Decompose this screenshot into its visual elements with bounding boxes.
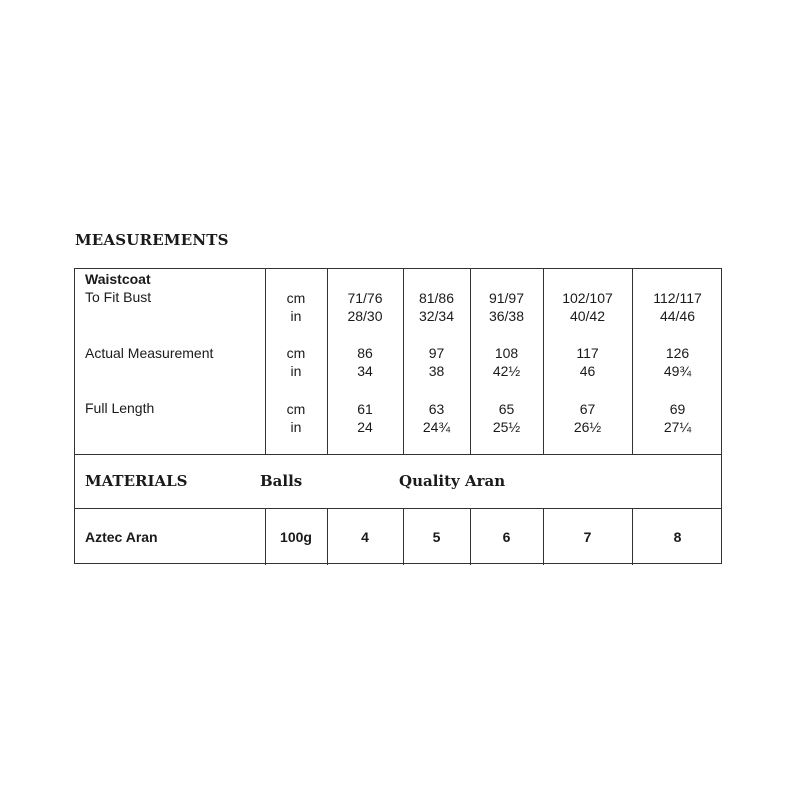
ball-count: 7 xyxy=(583,529,592,545)
size-cell: 26½ xyxy=(573,419,602,435)
ball-count: 4 xyxy=(361,529,369,545)
yarn-name: Aztec Aran xyxy=(85,529,158,545)
ball-count: 8 xyxy=(673,529,682,545)
size-cell: 42½ xyxy=(492,363,521,379)
size-cell: 91/97 xyxy=(488,290,525,306)
size-cell: 40/42 xyxy=(569,308,606,324)
size-cell: 126 xyxy=(665,345,690,361)
unit-in: in xyxy=(290,363,302,379)
size-cell: 97 xyxy=(428,345,445,361)
size-cell: 61 xyxy=(357,401,373,417)
size-cell: 67 xyxy=(579,401,596,417)
size-cell: 38 xyxy=(428,363,445,379)
size-cell: 65 xyxy=(498,401,515,417)
row-label-actual: Actual Measurement xyxy=(85,345,214,361)
size-cell: 24 xyxy=(357,419,373,435)
size-cell: 63 xyxy=(428,401,445,417)
size-cell: 36/38 xyxy=(488,308,525,324)
size-cell: 71/76 xyxy=(347,290,383,306)
unit-in: in xyxy=(290,419,302,435)
balls-label: Balls xyxy=(260,472,303,490)
row-divider xyxy=(75,508,721,509)
size-cell: 44/46 xyxy=(659,308,696,324)
size-cell: 34 xyxy=(357,363,373,379)
unit-cm: cm xyxy=(286,401,306,417)
measurements-table xyxy=(74,268,722,564)
materials-heading: MATERIALS xyxy=(85,472,188,490)
unit-cm: cm xyxy=(286,290,306,306)
ball-count: 6 xyxy=(502,529,511,545)
size-cell: 86 xyxy=(357,345,373,361)
measurements-heading: MEASUREMENTS xyxy=(75,231,229,249)
size-cell: 24¾ xyxy=(422,419,451,435)
size-cell: 25½ xyxy=(492,419,521,435)
size-cell: 112/117 xyxy=(653,290,702,306)
size-cell: 46 xyxy=(579,363,596,379)
size-cell: 108 xyxy=(494,345,519,361)
ball-count: 5 xyxy=(432,529,441,545)
size-cell: 27¼ xyxy=(663,419,692,435)
row-divider xyxy=(75,454,721,455)
size-cell: 49¾ xyxy=(663,363,692,379)
size-cell: 69 xyxy=(669,401,686,417)
size-cell: 32/34 xyxy=(418,308,455,324)
unit-cm: cm xyxy=(286,345,306,361)
size-cell: 102/107 xyxy=(562,290,613,306)
garment-title: Waistcoat xyxy=(85,271,151,287)
quality-label: Quality Aran xyxy=(399,472,506,490)
size-cell: 117 xyxy=(576,345,599,361)
unit-in: in xyxy=(290,308,302,324)
size-cell: 28/30 xyxy=(347,308,383,324)
size-cell: 81/86 xyxy=(418,290,455,306)
row-label-length: Full Length xyxy=(85,400,155,416)
row-label-bust: To Fit Bust xyxy=(85,289,152,305)
ball-weight: 100g xyxy=(280,529,312,545)
